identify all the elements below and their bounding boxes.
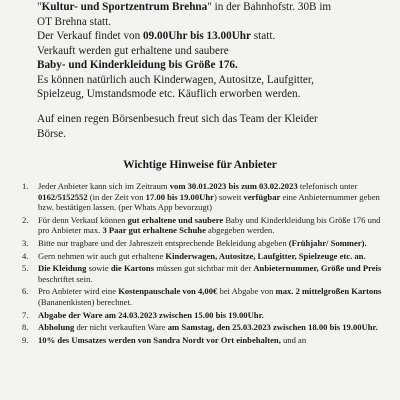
note-text-part: abgegeben werden. [205,225,275,236]
closing-section [37,112,382,141]
note-text-emphasis: Abgabe der Ware [38,309,105,320]
closing-line-2: Börse. [37,127,66,140]
note-item [20,251,388,262]
note-item [20,263,388,284]
note-number: 4. [22,250,29,261]
note-text-emphasis: die Kartons [110,263,155,274]
note-text-part: der nicht verkauften Ware [74,322,168,333]
note-text-part: Jeder Anbieter kann sich im Zeitraum [38,181,170,191]
note-text-emphasis: max. 2 mittelgroßen Kartons [275,286,382,297]
note-text-emphasis: gut erhaltene und saubere [127,214,224,225]
notes-heading: Wichtige Hinweise für Anbieter [123,159,277,171]
note-item [20,286,388,307]
intro-quote: " [37,1,42,13]
intro-line-goods: Verkauft werden gut erhaltene und saubere [37,44,229,57]
note-text-part: müssen gut sichtbar mit der [154,263,254,274]
intro-line-extras: Es können natürlich auch Kinderwagen, Autositze, Laufgitter, [37,73,314,86]
note-text-part: Gern nehmen wir auch gut erhaltene [38,250,166,261]
intro-address: " in der Bahnhofstr. 30B im [207,1,332,13]
note-text-emphasis: am Samstag, den 25.03.2023 zwischen 18.00 bis 19.00Uhr. [167,322,378,333]
note-text-part: (Bananenkisten) berechnet. [38,296,133,307]
note-number: 9. [22,335,29,345]
note-text-emphasis: Kostenpauschale von 4,00€ [118,286,218,297]
note-number: 8. [22,322,29,333]
notes-list [20,181,388,348]
sale-time-range: 09.00Uhr bis 13.00Uhr [143,30,251,42]
note-text-emphasis: am 24.03.2023 zwischen 15.00 bis 19.00Uhr. [104,309,264,320]
intro-line-location: OT Brehna statt. [37,15,112,28]
note-text-emphasis: Kinderwagen, Autositze, Laufgitter, Spielzeuge etc. an. [165,250,366,261]
note-text-emphasis: 10% des Umsatzes werden von Sandra Nordt vor Ort einbehalten, [38,335,281,345]
note-item [20,215,388,236]
note-text-part: ) soweit [213,191,244,202]
note-number: 2. [22,214,29,225]
note-item [20,322,388,333]
note-text-emphasis: Anbieternummer, Größe und Preis [253,263,382,274]
note-text [38,310,388,321]
note-text-emphasis: (Frühjahr/ Sommer). [288,237,367,248]
note-text [38,215,388,236]
intro-line-sizes: Baby- und Kinderkleidung bis Größe 176. [37,59,238,71]
note-text-part: beschriftet sein. [38,273,93,284]
note-text-emphasis: 3 Paar gut erhaltene Schuhe [102,225,206,236]
note-item [20,181,388,213]
note-text-part: Bitte nur tragbare und der Jahreszeit entsprechende Bekleidung abgeben [38,237,289,248]
note-text [38,322,388,333]
note-text-part: Baby und Kinderkleidung bis Größe 176 und pro Anbieter max. [38,214,381,236]
note-text-emphasis: Die Kleidung [38,263,87,274]
note-text-part: (in der Zeit von [87,191,146,202]
note-number: 6. [22,286,29,297]
note-text [38,286,388,307]
note-text-part: eine Anbieternummer geben bzw. bestätigen lassen. (per Whats App bevorzugt) [38,191,380,212]
venue-name: Kultur- und Sportzentrum Brehna [41,1,208,13]
intro-line-venue [37,0,382,15]
note-text [38,181,388,213]
intro-line-extras-2: Spielzeug, Umstandsmode etc. Käuflich erworben werden. [37,88,301,100]
intro-line-time [37,29,382,44]
intro-section [37,0,382,102]
note-number: 1. [22,181,29,191]
intro-time-prefix: Der Verkauf findet von [37,30,144,42]
note-item [20,335,388,346]
note-text-emphasis: verfügbar [243,191,281,202]
note-text-emphasis: 0162/5152552 [38,191,88,202]
note-text [38,263,388,284]
note-text-part: Für denn Verkauf können [38,214,128,225]
note-text-emphasis: 17.00 bis 19.00Uhr [145,191,214,202]
note-text-part: telefonisch unter [297,181,358,191]
closing-line-1: Auf einen regen Börsenbesuch freut sich das Team der Kleider [37,113,318,125]
note-text-part: sowie [86,263,111,274]
note-number: 7. [22,309,29,320]
note-item [20,238,388,249]
note-text [38,335,388,346]
note-text-part: Pro Anbieter wird eine [38,286,119,297]
note-text [38,251,388,262]
note-number: 5. [22,263,29,274]
note-item [20,310,388,321]
note-text-emphasis: Abholung [38,322,75,333]
note-text-part: bei Abgabe von [217,286,276,297]
note-text [38,238,388,249]
intro-time-suffix: statt. [251,30,276,42]
note-text-part: und an [280,335,307,345]
note-text-emphasis: vom 30.01.2023 bis zum 03.02.2023 [169,181,298,191]
note-number: 3. [22,237,29,248]
